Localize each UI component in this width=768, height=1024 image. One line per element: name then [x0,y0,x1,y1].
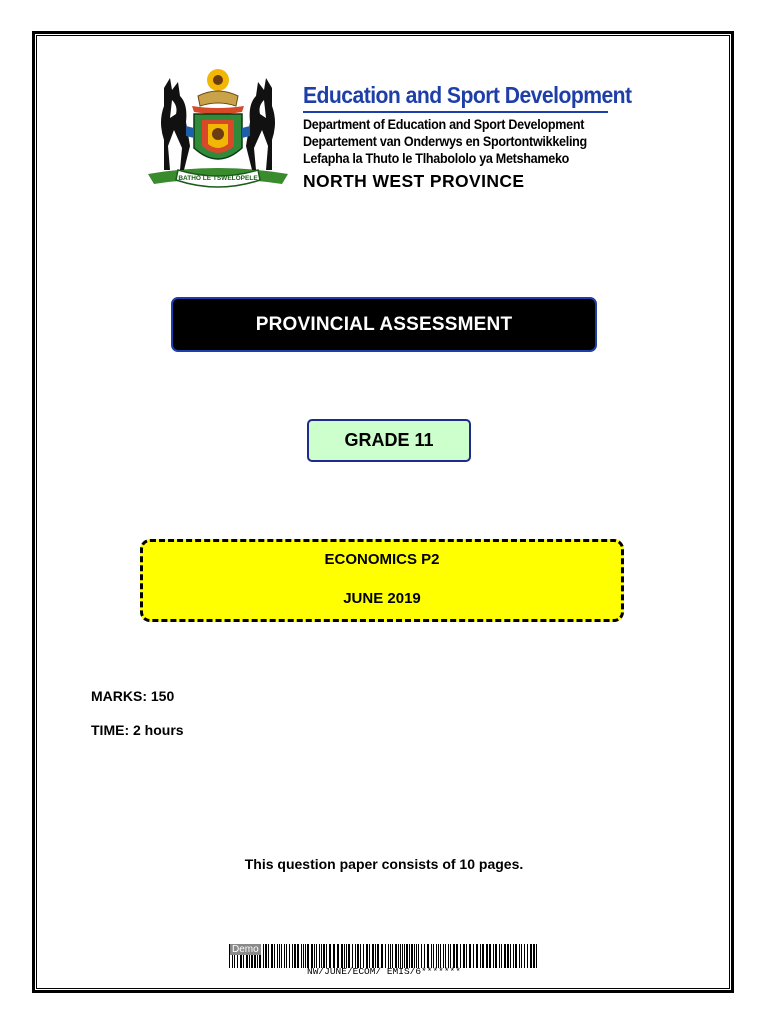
barcode-bar [530,944,532,968]
barcode-bar [440,944,441,968]
barcode-bar [448,944,449,968]
barcode-bar [409,944,410,968]
barcode-bar [463,944,465,968]
barcode-bar [385,944,386,968]
barcode-bar [369,944,370,968]
barcode-bar [274,944,275,968]
barcode-bar [341,944,343,968]
barcode-bar [277,944,278,968]
barcode-bar [404,944,405,968]
department-title: Education and Sport Development [303,82,632,108]
barcode-bar [390,944,391,968]
barcode-bar [513,944,514,968]
barcode-bar [495,944,497,968]
barcode-bar [524,944,525,968]
province-name: NORTH WEST PROVINCE [303,171,525,191]
barcode-bar [536,944,537,968]
department-name-afrikaans: Departement van Onderwys en Sportontwikkeling [303,134,587,149]
barcode-bar [519,944,520,968]
department-header [303,80,632,193]
barcode-bar [489,944,491,968]
barcode-bar [504,944,506,968]
barcode-bar [418,944,419,968]
barcode-bar [307,944,309,968]
barcode-bar [321,944,322,968]
barcode-bar [305,944,306,968]
barcode-bar [377,944,379,968]
assessment-label: PROVINCIAL ASSESSMENT [255,313,513,335]
barcode-bar [271,944,273,968]
barcode-bar [301,944,302,968]
barcode-bar [466,944,467,968]
subject-name: ECONOMICS P2 [324,551,440,568]
department-title-rule [303,111,608,113]
barcode-bar [375,944,376,968]
barcode-bar [279,944,280,968]
barcode-bar [326,944,327,968]
barcode-bar [360,944,361,968]
barcode-bar [265,944,267,968]
barcode-bar [433,944,434,968]
barcode-bar [416,944,417,968]
barcode-bar [263,944,264,968]
subject-box [140,539,624,622]
pages-note: This question paper consists of 10 pages. [244,856,524,872]
barcode-bar [460,944,461,968]
assessment-banner [171,297,597,352]
barcode-bar [395,944,397,968]
barcode-bar [533,944,535,968]
barcode-bar [344,944,345,968]
barcode-bar [292,944,293,968]
barcode-bar [507,944,509,968]
barcode-bar [486,944,488,968]
department-name-english: Department of Education and Sport Development [303,117,585,132]
coat-of-arms-logo [142,66,294,196]
barcode-bar [527,944,528,968]
grade-label: GRADE 11 [344,430,434,450]
barcode-bar [284,944,285,968]
barcode-bar [333,944,335,968]
barcode-bar [501,944,502,968]
barcode-bar [314,944,315,968]
grade-box [307,419,471,462]
barcode-bar [337,944,339,968]
barcode-demo-tag: Demo [232,944,259,955]
barcode-bar [281,944,282,968]
barcode-bar [289,944,290,968]
barcode-bar [381,944,383,968]
barcode-bar [456,944,458,968]
barcode-bar [473,944,474,968]
barcode-bar [268,944,269,968]
barcode-bar [445,944,446,968]
barcode-bar [303,944,304,968]
barcode-bar [297,944,299,968]
barcode-bar [319,944,320,968]
barcode-bar [453,944,455,968]
barcode-bar [355,944,356,968]
barcode-bar [424,944,425,968]
barcode-bar [438,944,439,968]
barcode-bar [510,944,511,968]
barcode-bar [414,944,415,968]
barcode-bar [316,944,317,968]
barcode-bar [476,944,478,968]
barcode-bar [329,944,331,968]
barcode-bar [366,944,368,968]
barcode-code-text: NW/JUNE/ECOM/ EMIS/6******* [307,966,461,977]
marks-label: MARKS: 150 [91,688,175,704]
barcode-bar [427,944,429,968]
barcode-bar [311,944,313,968]
subject-session: JUNE 2019 [343,590,421,607]
barcode-bar [346,944,347,968]
barcode-bar [286,944,287,968]
time-label: TIME: 2 hours [91,722,184,738]
barcode-bar [411,944,413,968]
department-name-setswana: Lefapha la Thuto le Tlhabololo ya Metshameko [303,151,570,166]
crest-motto: BATHO LE TSWELOPELE [178,175,258,182]
barcode-bar [406,944,408,968]
barcode [229,944,539,968]
barcode-bar [352,944,353,968]
barcode-bar [363,944,364,968]
barcode-bar [499,944,500,968]
barcode-bar [450,944,451,968]
barcode-bar [480,944,481,968]
barcode-bar [357,944,359,968]
barcode-bar [515,944,517,968]
barcode-bar [392,944,393,968]
barcode-bar [398,944,399,968]
barcode-bar [372,944,374,968]
barcode-bar [436,944,437,968]
barcode-bar [388,944,389,968]
barcode-bar [443,944,444,968]
barcode-bar [294,944,296,968]
barcode-bar [348,944,350,968]
barcode-bar [323,944,325,968]
barcode-bar [400,944,401,968]
barcode-bar [402,944,403,968]
barcode-bar [469,944,471,968]
barcode-bar [493,944,494,968]
barcode-bar [521,944,522,968]
barcode-bar [431,944,432,968]
barcode-bar [482,944,484,968]
barcode-bar [421,944,422,968]
